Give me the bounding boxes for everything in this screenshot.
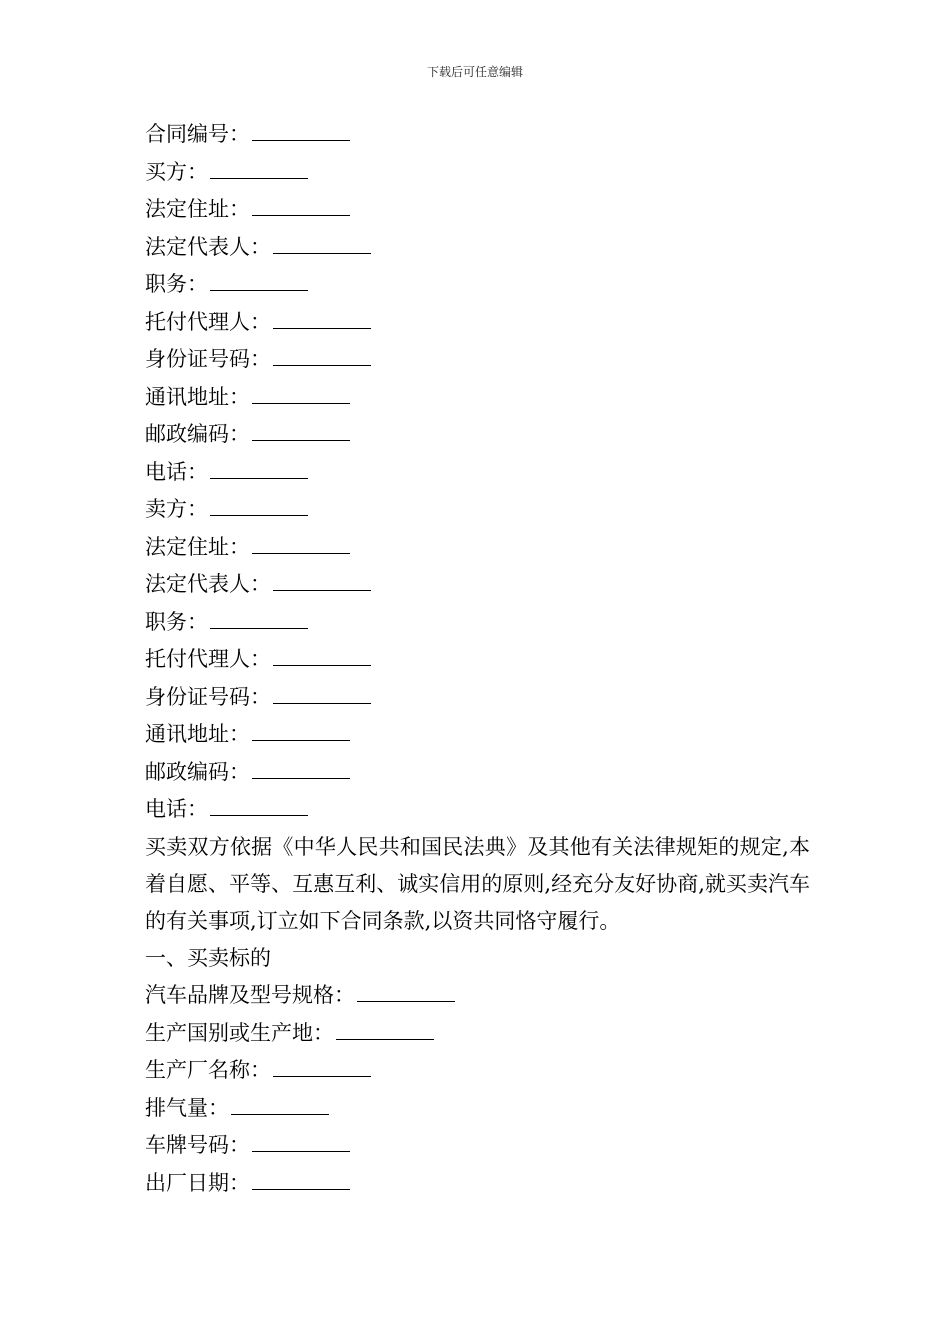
seller-address-row — [145, 529, 810, 567]
buyer-position-blank[interactable] — [210, 270, 308, 291]
car-brand-model-row — [145, 977, 810, 1015]
buyer-phone-blank[interactable] — [210, 458, 308, 479]
buyer-agent-row — [145, 304, 810, 342]
buyer-address-row — [145, 191, 810, 229]
car-brand-model-label: 汽车品牌及型号规格： — [145, 983, 355, 1007]
seller-phone-label: 电话： — [145, 797, 208, 821]
section-one — [145, 940, 810, 1203]
buyer-legal-rep-blank[interactable] — [273, 233, 371, 254]
seller-address-label: 法定住址： — [145, 534, 250, 559]
buyer-mail-address-blank[interactable] — [252, 383, 350, 404]
seller-mail-address-row — [145, 716, 810, 754]
plate-number-label: 车牌号码： — [145, 1133, 250, 1157]
displacement-row — [145, 1090, 810, 1128]
contract-number-blank[interactable] — [252, 120, 350, 141]
seller-address-blank[interactable] — [252, 533, 350, 554]
buyer-phone-row — [145, 454, 810, 492]
contract-number-row — [145, 116, 810, 154]
seller-agent-row — [145, 641, 810, 679]
country-of-origin-row — [145, 1015, 810, 1053]
displacement-blank[interactable] — [231, 1094, 329, 1115]
seller-name-label: 卖方： — [145, 497, 208, 521]
buyer-postcode-row — [145, 416, 810, 454]
buyer-mail-address-row — [145, 379, 810, 417]
seller-legal-rep-row — [145, 566, 810, 604]
buyer-id-number-row — [145, 341, 810, 379]
seller-name-blank[interactable] — [210, 495, 308, 516]
manufacturer-label: 生产厂名称： — [145, 1058, 271, 1082]
seller-agent-label: 托付代理人： — [145, 647, 271, 671]
buyer-legal-rep-label: 法定代表人： — [145, 234, 271, 259]
contract-body — [145, 116, 810, 1202]
manufacture-date-row — [145, 1165, 810, 1203]
seller-mail-address-label: 通讯地址： — [145, 722, 250, 746]
buyer-legal-rep-row — [145, 229, 810, 267]
seller-phone-blank[interactable] — [210, 795, 308, 816]
seller-id-number-row — [145, 679, 810, 717]
buyer-section — [145, 154, 810, 492]
preamble-paragraph: 买卖双方依据《中华人民共和国民法典》及其他有关法律规矩的规定,本着自愿、平等、互惠互利、诚实信用的原则,经充分友好协商,就买卖汽车的有关事项,订立如下合同条款,以资共同恪守履行。 — [145, 834, 810, 933]
seller-id-number-blank[interactable] — [273, 683, 371, 704]
displacement-label: 排气量： — [145, 1095, 229, 1120]
buyer-id-number-blank[interactable] — [273, 345, 371, 366]
buyer-mail-address-label: 通讯地址： — [145, 384, 250, 409]
country-of-origin-blank[interactable] — [336, 1019, 434, 1040]
seller-postcode-blank[interactable] — [252, 758, 350, 779]
contract-number-label: 合同编号： — [145, 122, 250, 146]
buyer-address-label: 法定住址： — [145, 197, 250, 221]
page-header: 下载后可任意编辑 — [426, 65, 523, 79]
seller-position-label: 职务： — [145, 609, 208, 634]
buyer-agent-blank[interactable] — [273, 308, 371, 329]
buyer-agent-label: 托付代理人： — [145, 309, 271, 334]
buyer-postcode-blank[interactable] — [252, 420, 350, 441]
plate-number-row — [145, 1127, 810, 1165]
manufacture-date-blank[interactable] — [252, 1169, 350, 1190]
seller-legal-rep-label: 法定代表人： — [145, 572, 271, 596]
seller-phone-row — [145, 791, 810, 829]
buyer-address-blank[interactable] — [252, 195, 350, 216]
buyer-postcode-label: 邮政编码： — [145, 422, 250, 446]
seller-id-number-label: 身份证号码： — [145, 684, 271, 709]
section-one-heading: 一、买卖标的 — [145, 945, 271, 970]
buyer-name-row — [145, 154, 810, 192]
seller-section — [145, 491, 810, 829]
manufacture-date-label: 出厂日期： — [145, 1170, 250, 1195]
car-brand-model-blank[interactable] — [357, 981, 455, 1002]
buyer-name-label: 买方： — [145, 159, 208, 184]
seller-postcode-row — [145, 754, 810, 792]
seller-legal-rep-blank[interactable] — [273, 570, 371, 591]
seller-mail-address-blank[interactable] — [252, 720, 350, 741]
manufacturer-blank[interactable] — [273, 1056, 371, 1077]
buyer-position-label: 职务： — [145, 272, 208, 296]
buyer-id-number-label: 身份证号码： — [145, 347, 271, 371]
buyer-name-blank[interactable] — [210, 158, 308, 179]
buyer-phone-label: 电话： — [145, 459, 208, 484]
seller-position-blank[interactable] — [210, 608, 308, 629]
seller-agent-blank[interactable] — [273, 645, 371, 666]
seller-name-row — [145, 491, 810, 529]
seller-position-row — [145, 604, 810, 642]
plate-number-blank[interactable] — [252, 1131, 350, 1152]
seller-postcode-label: 邮政编码： — [145, 759, 250, 784]
buyer-position-row — [145, 266, 810, 304]
country-of-origin-label: 生产国别或生产地： — [145, 1020, 334, 1045]
manufacturer-row — [145, 1052, 810, 1090]
